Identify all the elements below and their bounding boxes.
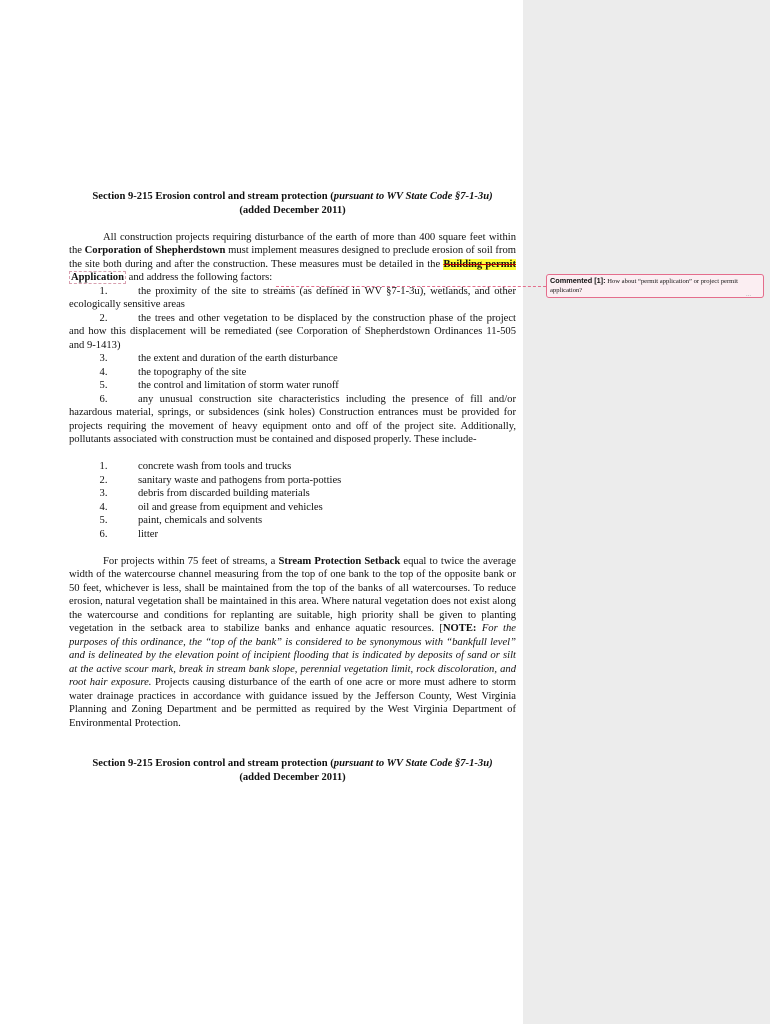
pollutant-number: 1. [99,461,108,472]
comment-connector-line [276,286,546,288]
factor-number: 1. [99,285,108,297]
setback-closing: Projects causing disturbance of the earth of one acre or more must adhere to storm water drainage practices in accordance with guidance issued by the Jefferson County, West Virginia Planning and Zoning Department and be permitted as required by the West Virginia Department of Environmental Protection. [69,677,516,729]
section-title-citation: pursuant to WV State Code §7-1-3u) [333,191,493,202]
factor-item [69,312,516,353]
pollutant-text: debris from discarded building materials [138,488,310,499]
pollutant-number: 4. [99,501,108,513]
section-heading [69,190,516,217]
comment-balloon[interactable] [546,274,764,298]
factor-item [69,393,516,447]
factor-text: the extent and duration of the earth disturbance [138,353,338,364]
factor-item [69,366,516,380]
factor-text: the topography of the site [138,366,247,378]
pollutant-text: paint, chemicals and solvents [138,515,263,526]
pollutant-number: 5. [99,515,108,526]
section-title-repeat: Section 9-215 Erosion control and stream protection ( [92,758,334,769]
pollutants-list [69,460,516,541]
pollutant-number: 2. [99,474,108,486]
document-page [69,190,516,784]
comment-text: How about “permit application” or project permit application? [550,278,738,294]
intro-text-end: and address the following factors: [125,272,273,283]
factor-item [69,379,516,393]
tracked-deletion[interactable]: Building permit [443,258,516,270]
tracked-insertion[interactable]: Application [71,272,124,283]
pollutant-text: sanitary waste and pathogens from porta-potties [138,474,342,486]
section-subtitle-repeat: (added December 2011) [239,771,346,783]
pollutant-text: oil and grease from equipment and vehicles [138,501,323,513]
setback-term: Stream Protection Setback [278,555,401,567]
intro-paragraph [69,231,516,285]
pollutant-item [69,514,516,528]
pollutant-item [69,474,516,488]
factor-text: any unusual construction site characteristics including the presence of fill and/or hazardous material, springs, or subsidences (sink holes) Construction entrances must be provided for projects requiring the movement of heavy equipment onto and off of the project site. Additionally, pollutants associated with construction must be contained and disposed properly. These include- [69,393,516,445]
factor-text: the trees and other vegetation to be displaced by the construction phase of the project and how this displacement will be remediated (see Corporation of Shepherdstown Ordinances 11-505 and 9-1413) [69,312,516,351]
corporation-name: Corporation of Shepherdstown [84,245,226,256]
note-label: NOTE: [442,623,477,634]
factors-list [69,285,516,447]
setback-paragraph [69,555,516,731]
comment-pane [523,0,770,1024]
factor-item [69,285,516,312]
comment-author: Commented [1]: [550,276,606,285]
setback-text-2: equal to twice the average width of the watercourse channel measuring from the top of one bank to the top of the opposite bank or 50 feet, whichever is less, shall be maintained from the top of the banks of all watercourses. To reduce erosion, natural vegetation shall be maintained in this area. Where natural vegetation does not exist along the watercourse and conditions for replanting are suitable, high priority shall be given to planting vegetation in the setback area to stabilize banks and enhance aquatic resources. [ [69,555,516,634]
section-heading-repeat [69,757,516,784]
setback-text: For projects within 75 feet of streams, a [103,555,279,567]
factor-number: 5. [99,380,108,391]
factor-number: 2. [99,312,108,324]
pollutant-text: litter [138,528,159,540]
pollutant-number: 6. [99,528,108,540]
section-title: Section 9-215 Erosion control and stream protection ( [92,191,334,202]
section-title-citation-repeat: pursuant to WV State Code §7-1-3u) [333,758,493,769]
pollutant-item [69,501,516,515]
pollutant-item [69,528,516,542]
pollutant-text: concrete wash from tools and trucks [138,461,292,472]
factor-item [69,352,516,366]
pollutant-number: 3. [99,488,108,499]
factor-number: 6. [99,393,108,405]
factor-number: 3. [99,353,108,364]
intro-text: All construction projects requiring disturbance of the earth of more than 400 square feet within the [69,231,516,256]
section-subtitle: (added December 2011) [239,204,346,216]
pollutant-item [69,460,516,474]
factor-text: the proximity of the site to streams (as defined in WV §7-1-3u), wetlands, and other ecologically sensitive areas [69,285,516,310]
note-text: For the purposes of this ordinance, the “top of the bank” is considered to be synonymous with “bankfull level” and is delineated by the elevation point of incipient flooding that is indicated by deposits of sand or silt at the active scour mark, break in stream bank slope, perennial vegetation limit, rock discoloration, and root hair exposure. [69,623,516,688]
factor-number: 4. [99,366,108,378]
pollutant-item [69,487,516,501]
intro-text-2: must implement measures designed to preclude erosion of soil from the site both during and after the construction. These measures must be detailed in the [69,245,516,270]
comment-more-indicator[interactable]: ... [746,292,752,298]
factor-text: the control and limitation of storm water runoff [138,380,339,391]
